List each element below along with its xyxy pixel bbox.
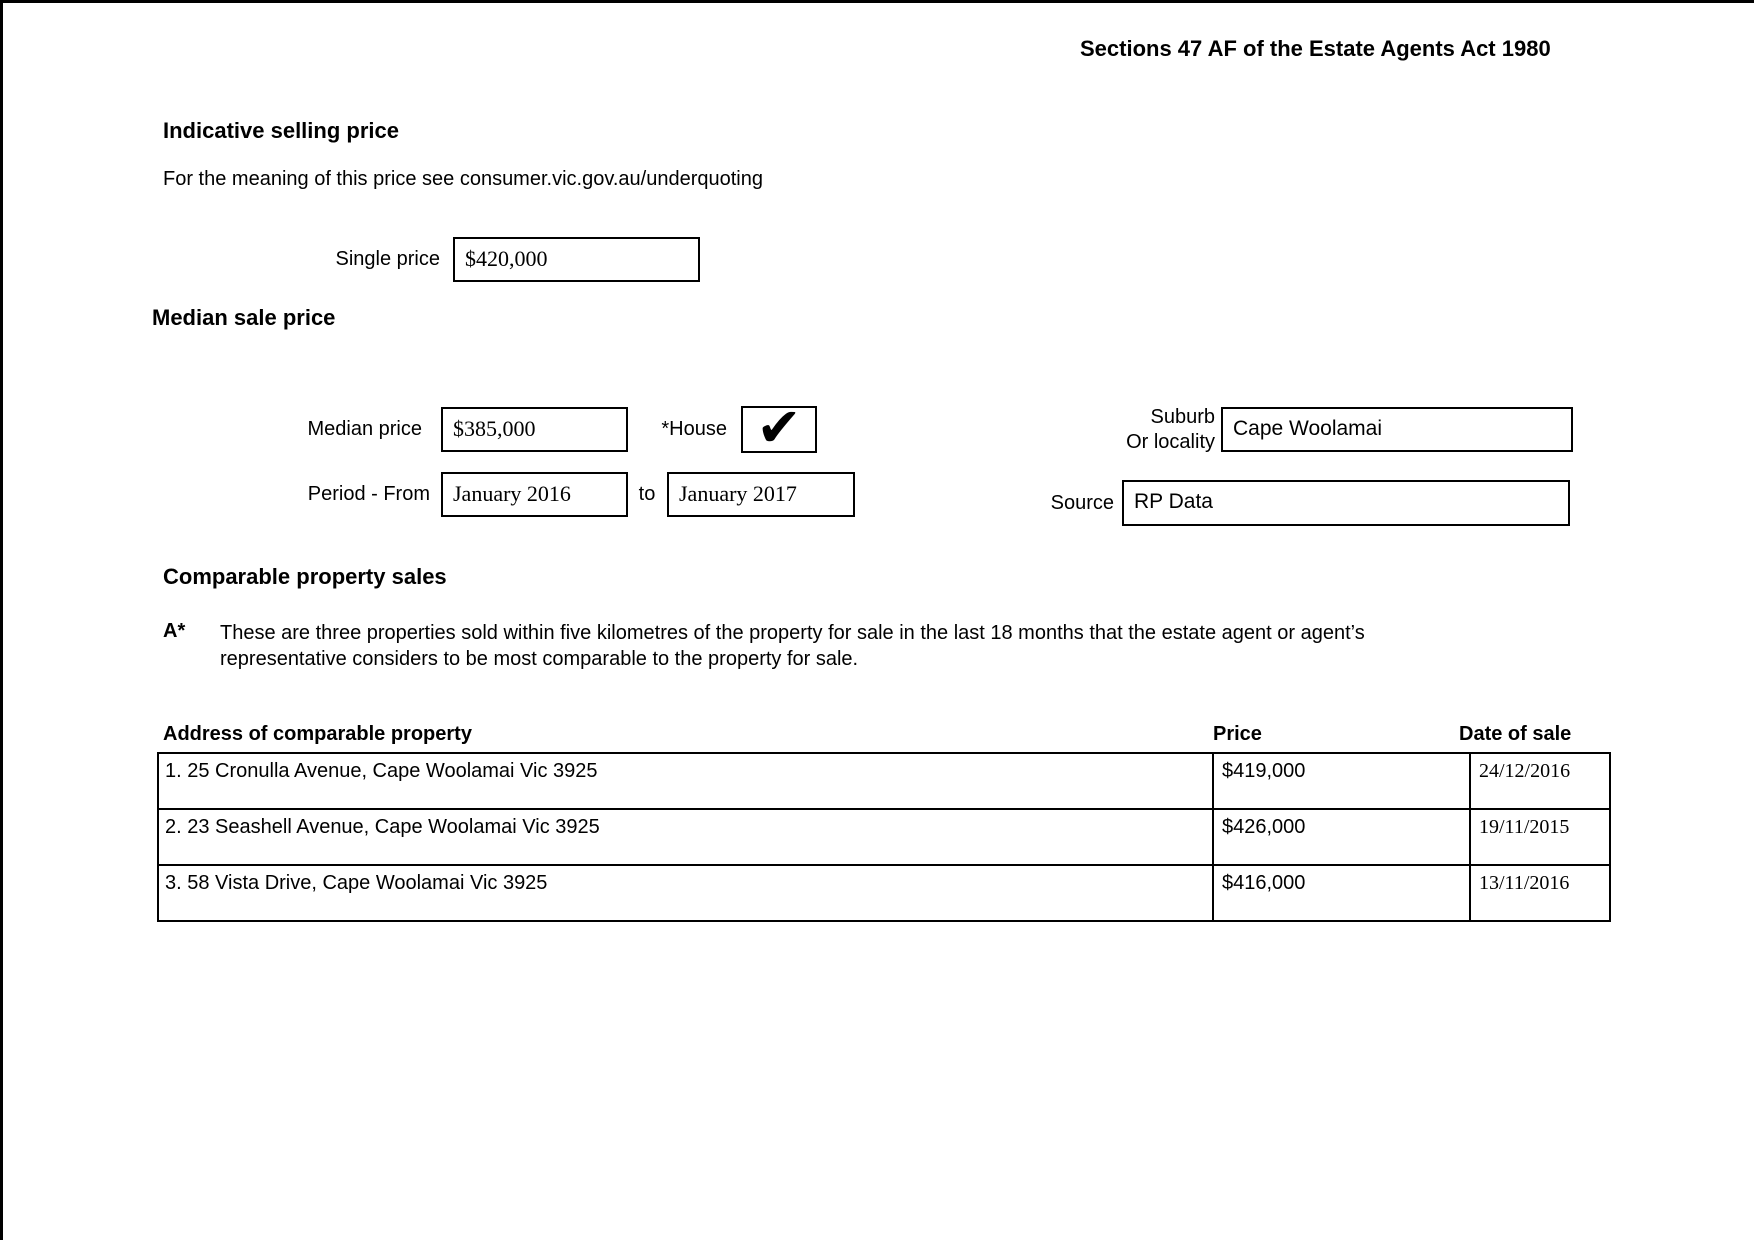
price-column-header: Price [1213, 723, 1262, 745]
date-column-header: Date of sale [1459, 723, 1572, 745]
suburb-field[interactable] [1221, 407, 1573, 452]
period-to-value: January 2017 [679, 481, 797, 506]
comparable-price: $426,000 [1213, 809, 1470, 865]
period-to-field[interactable] [667, 472, 855, 517]
checkmark-icon: ✔ [756, 406, 802, 453]
house-checkbox[interactable] [741, 406, 817, 453]
single-price-label: Single price [335, 248, 440, 270]
underquoting-note: For the meaning of this price see consumer.vic.gov.au/underquoting [163, 168, 763, 190]
comparable-date: 19/11/2015 [1470, 809, 1610, 865]
comparable-marker: A* [163, 620, 186, 642]
comparable-price: $416,000 [1213, 865, 1470, 921]
page-top-border [0, 0, 1754, 3]
table-row [158, 753, 1610, 809]
comparable-sales-table [157, 752, 1611, 922]
comparable-address: 3. 58 Vista Drive, Cape Woolamai Vic 3925 [158, 865, 1213, 921]
median-price-label: Median price [307, 418, 422, 440]
source-label: Source [1050, 492, 1114, 514]
page-left-border [0, 0, 3, 1240]
table-row [158, 865, 1610, 921]
median-sale-price-heading: Median sale price [152, 305, 336, 330]
address-column-header: Address of comparable property [163, 723, 472, 745]
comparable-address: 2. 23 Seashell Avenue, Cape Woolamai Vic 3925 [158, 809, 1213, 865]
suburb-label [1080, 405, 1215, 455]
comparable-table-header [157, 723, 1581, 746]
period-to-label: to [638, 483, 656, 505]
comparable-address: 1. 25 Cronulla Avenue, Cape Woolamai Vic 3925 [158, 753, 1213, 809]
comparable-price: $419,000 [1213, 753, 1470, 809]
period-from-value: January 2016 [453, 481, 571, 506]
median-price-field[interactable] [441, 407, 628, 452]
suburb-value: Cape Woolamai [1233, 417, 1383, 440]
period-from-label: Period - From [307, 483, 430, 505]
comparable-date: 24/12/2016 [1470, 753, 1610, 809]
single-price-value: $420,000 [465, 246, 548, 271]
suburb-label-line1: Suburb [1150, 406, 1215, 428]
comparable-description: These are three properties sold within five kilometres of the property for sale in the last 18 months that the estate agent or agent’s representative considers to be most comparable to the property for sale. [220, 622, 1365, 670]
comparable-property-sales-heading: Comparable property sales [163, 564, 447, 589]
house-label: *House [661, 418, 727, 440]
document-title: Sections 47 AF of the Estate Agents Act 1980 [1080, 36, 1551, 61]
median-price-value: $385,000 [453, 416, 536, 441]
indicative-selling-price-heading: Indicative selling price [163, 118, 399, 143]
comparable-date: 13/11/2016 [1470, 865, 1610, 921]
period-from-field[interactable] [441, 472, 628, 517]
single-price-field[interactable] [453, 237, 700, 282]
table-row [158, 809, 1610, 865]
source-field[interactable] [1122, 480, 1570, 526]
suburb-label-line2: Or locality [1126, 431, 1215, 453]
source-value: RP Data [1134, 490, 1213, 513]
